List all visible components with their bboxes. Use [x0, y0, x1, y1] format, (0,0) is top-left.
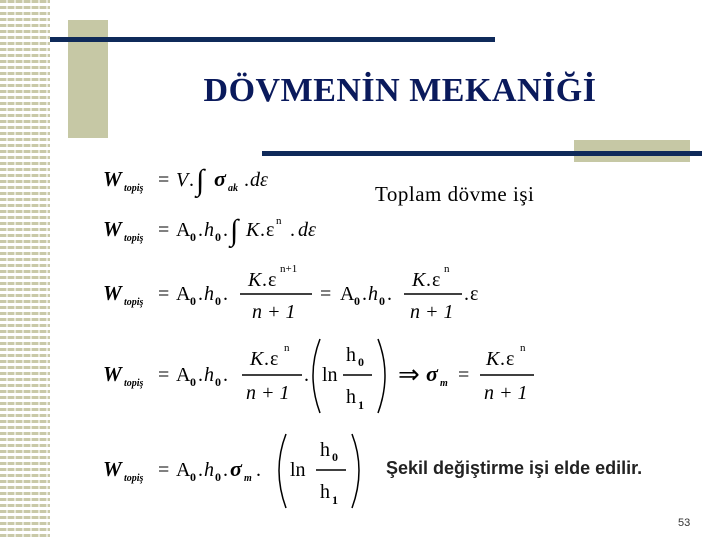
eq-dot: . [223, 283, 228, 305]
eq-denominator: n + 1 [484, 382, 528, 404]
equation-5 [100, 430, 370, 515]
eq-eps: ε [268, 269, 277, 291]
eq-integral: ∫ [196, 164, 205, 197]
eq-h-sub: 0 [215, 294, 221, 308]
eq-dot: . [262, 269, 267, 291]
eq-w-sub: topiş [124, 233, 144, 244]
eq-equals: = [158, 169, 170, 191]
eq-equals: = [320, 283, 332, 305]
eq-a-sub: 0 [190, 470, 196, 484]
eq-sigma-sub: ak [228, 183, 238, 194]
eq-w: W [103, 457, 122, 481]
eq-a-sub: 0 [190, 294, 196, 308]
top-rule [50, 37, 495, 42]
eq-ln: ln [322, 364, 338, 386]
eq-w-sub: topiş [124, 378, 144, 389]
eq-dot: . [256, 459, 261, 481]
eq-exp-n: n [276, 215, 282, 227]
eq-h-sub: 0 [215, 375, 221, 389]
eq-equals: = [158, 459, 170, 481]
eq-exp-n: n [520, 342, 526, 354]
eq-h: h [368, 283, 378, 305]
eq-implies: ⇒ [398, 360, 420, 389]
eq-dot: . [223, 219, 228, 241]
eq-equals: = [458, 364, 470, 386]
slide-title: DÖVMENİN MEKANİĞİ [203, 72, 597, 109]
eq-dot: . [223, 364, 228, 386]
eq-dot: . [500, 348, 505, 370]
eq-a: A [176, 364, 191, 386]
eq-w: W [103, 167, 122, 191]
eq-equals: = [158, 283, 170, 305]
eq-exp-n: n [284, 342, 290, 354]
equation-1 [100, 160, 320, 200]
eq-h-sub: 0 [215, 470, 221, 484]
eq-denominator: n + 1 [246, 382, 290, 404]
eq-h0-num: h [320, 439, 330, 461]
eq-d-eps: dε [250, 169, 268, 191]
eq-k: K [250, 348, 264, 370]
eq-eps: ε [432, 269, 441, 291]
eq-w-sub: topiş [124, 297, 144, 308]
eq-dot: . [464, 283, 469, 305]
eq-h-sub: 0 [379, 294, 385, 308]
eq-dot: . [387, 283, 392, 305]
equation-4 [100, 335, 540, 420]
eq-k: K [248, 269, 262, 291]
eq-h: h [204, 283, 214, 305]
eq-dot: . [198, 364, 203, 386]
eq-dot: . [198, 219, 203, 241]
eq-sigma: σ [214, 166, 226, 191]
eq-a: A [176, 459, 191, 481]
eq-h: h [204, 219, 214, 241]
eq-eps: ε [470, 283, 479, 305]
eq-w-sub: topiş [124, 473, 144, 484]
eq-h1-den: h [320, 481, 330, 503]
eq-a-sub: 0 [190, 375, 196, 389]
eq-a-sub: 0 [190, 230, 196, 244]
eq-h0-num: h [346, 344, 356, 366]
equation-2 [100, 210, 360, 250]
left-paren [313, 339, 320, 413]
equation-3 [100, 258, 490, 328]
eq-k: K [412, 269, 426, 291]
eq-dot: . [362, 283, 367, 305]
eq-exp-n: n [444, 263, 450, 275]
caption-toplam-dovme-isi: Toplam dövme işi [375, 182, 535, 206]
right-paren [352, 434, 359, 508]
eq-d-eps: dε [298, 219, 316, 241]
eq-eps: ε [266, 219, 275, 241]
eq-exp-n1: n+1 [280, 263, 298, 275]
eq-dot: . [260, 219, 265, 241]
eq-v: V [176, 169, 189, 191]
eq-w: W [103, 281, 122, 305]
eq-a-sub: 0 [354, 294, 360, 308]
left-paren [279, 434, 286, 508]
eq-h: h [204, 364, 214, 386]
eq-sigma: σ [426, 361, 438, 386]
note-sekil-degistirme: Şekil değiştirme işi elde edilir. [386, 458, 643, 478]
eq-ln: ln [290, 459, 306, 481]
eq-w: W [103, 217, 122, 241]
eq-eps: ε [270, 348, 279, 370]
eq-h: h [204, 459, 214, 481]
eq-sigma-sub: m [440, 378, 448, 389]
eq-k: K [246, 219, 260, 241]
eq-h-sub: 0 [215, 230, 221, 244]
eq-dot: . [264, 348, 269, 370]
eq-h1-den-sub: 1 [358, 398, 364, 412]
eq-sigma-sub: m [244, 473, 252, 484]
eq-h1-den: h [346, 386, 356, 408]
eq-integral: ∫ [230, 214, 239, 247]
eq-w-sub: topiş [124, 183, 144, 194]
eq-a: A [176, 283, 191, 305]
right-paren [378, 339, 385, 413]
eq-w: W [103, 362, 122, 386]
eq-dot: . [198, 459, 203, 481]
eq-dot: . [290, 219, 295, 241]
eq-equals: = [158, 364, 170, 386]
eq-denominator: n + 1 [410, 301, 454, 323]
eq-dot: . [426, 269, 431, 291]
left-striped-band [0, 0, 50, 540]
page-number: 53 [678, 517, 691, 529]
eq-equals: = [158, 219, 170, 241]
eq-a: A [340, 283, 355, 305]
eq-denominator: n + 1 [252, 301, 296, 323]
eq-h0-num-sub: 0 [332, 450, 338, 464]
eq-k: K [486, 348, 500, 370]
eq-h1-den-sub: 1 [332, 493, 338, 507]
eq-eps: ε [506, 348, 515, 370]
eq-dot: . [189, 169, 194, 191]
eq-sigma: σ [230, 456, 242, 481]
eq-dot: . [304, 364, 309, 386]
bottom-rule [262, 151, 702, 156]
eq-dot: . [198, 283, 203, 305]
eq-dot: . [244, 169, 249, 191]
eq-a: A [176, 219, 191, 241]
eq-h0-num-sub: 0 [358, 355, 364, 369]
eq-dot: . [223, 459, 228, 481]
